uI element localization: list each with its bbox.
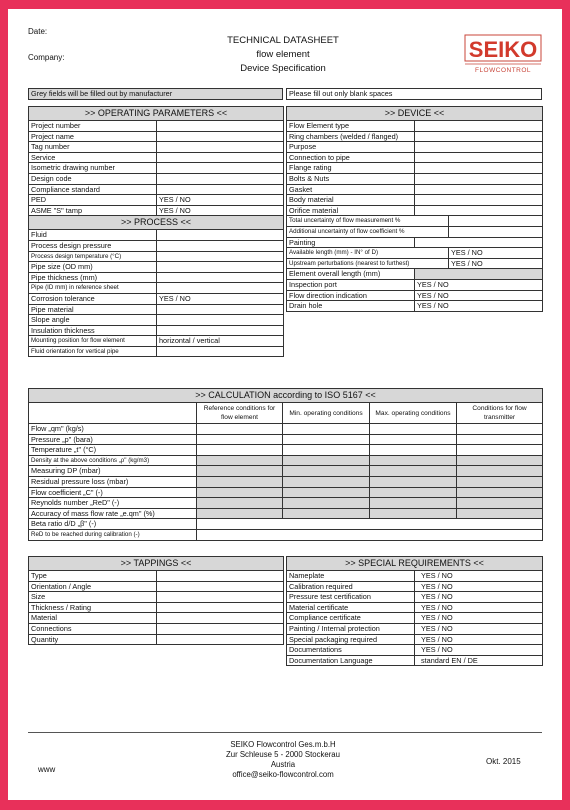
calculation-row: [29, 434, 543, 445]
field-label: Project number: [29, 121, 157, 132]
field-label: Density at the above conditions „ρ" (kg/m3): [29, 455, 197, 466]
calculation-value[interactable]: [370, 445, 457, 456]
field-value[interactable]: [157, 634, 284, 645]
process-row: [29, 293, 284, 304]
special-requirement-row: [287, 645, 543, 656]
device-row: [287, 152, 543, 163]
field-label: PED: [29, 195, 157, 206]
field-label: Nameplate: [287, 571, 415, 582]
note-grey-table: [28, 88, 283, 100]
field-label: Pressure „p" (bara): [29, 434, 197, 445]
calculation-column-header: Reference conditions for flow element: [197, 403, 283, 424]
footer-divider: [28, 732, 542, 733]
calculation-value[interactable]: [457, 466, 543, 477]
field-label: Orifice material: [287, 205, 415, 216]
company-label: Company:: [28, 53, 65, 62]
field-value[interactable]: [157, 283, 284, 294]
field-label: Measuring DP (mbar): [29, 466, 197, 477]
field-value[interactable]: YES / NO: [157, 205, 284, 216]
field-label: Compliance certificate: [287, 613, 415, 624]
footer-company: SEIKO Flowcontrol Ges.m.b.H: [230, 740, 336, 749]
process-row: [29, 304, 284, 315]
field-value[interactable]: [449, 226, 543, 237]
operating-row: [29, 205, 284, 216]
calculation-value[interactable]: [197, 434, 283, 445]
calculation-value[interactable]: [197, 519, 543, 530]
operating-row: [29, 195, 284, 206]
calculation-row: [29, 476, 543, 487]
title-line-3: Device Specification: [240, 63, 326, 74]
field-label: Residual pressure loss (mbar): [29, 476, 197, 487]
calculation-value[interactable]: [370, 424, 457, 435]
field-label: Corrosion tolerance: [29, 293, 157, 304]
field-label: Inspection port: [287, 279, 415, 290]
field-value[interactable]: [157, 581, 284, 592]
field-value[interactable]: [157, 592, 284, 603]
process-heading: >> PROCESS <<: [29, 216, 284, 230]
field-label: Flow direction indication: [287, 290, 415, 301]
field-label: Thickness / Rating: [29, 602, 157, 613]
field-label: Process design pressure: [29, 240, 157, 251]
calculation-value[interactable]: [197, 508, 283, 519]
special-requirement-row: [287, 592, 543, 603]
field-label: Insulation thickness: [29, 325, 157, 336]
field-value[interactable]: YES / NO: [415, 602, 543, 613]
field-label: Design code: [29, 173, 157, 184]
device-row: [287, 301, 543, 312]
field-label: Available length (mm) - IN° of D): [287, 248, 449, 259]
calculation-value[interactable]: [457, 434, 543, 445]
footer-country: Austria: [270, 760, 296, 769]
field-label: Tag number: [29, 142, 157, 153]
date-label: Date:: [28, 27, 48, 36]
device-row: [287, 195, 543, 206]
note-blank: Please fill out only blank spaces: [287, 89, 542, 100]
field-value[interactable]: [157, 142, 284, 153]
calculation-row: [29, 445, 543, 456]
field-label: Fluid orientation for vertical pipe: [29, 346, 157, 357]
field-label: Painting / Internal protection: [287, 623, 415, 634]
field-label: Drain hole: [287, 301, 415, 312]
field-value[interactable]: [415, 121, 543, 132]
tapping-row: [29, 613, 284, 624]
field-label: Pipe size (OD mm): [29, 262, 157, 273]
field-value[interactable]: [157, 131, 284, 142]
field-value[interactable]: YES / NO: [157, 195, 284, 206]
process-row: [29, 325, 284, 336]
field-value[interactable]: YES / NO: [415, 301, 543, 312]
field-value[interactable]: [157, 315, 284, 326]
note-blank-table: [286, 88, 542, 100]
footer-email: office@seiko-flowcontrol.com: [232, 770, 334, 779]
field-value[interactable]: YES / NO: [415, 571, 543, 582]
operating-parameters-table: [28, 106, 284, 357]
field-label: Element overall length (mm): [287, 269, 415, 280]
field-value[interactable]: YES / NO: [157, 293, 284, 304]
calculation-value[interactable]: [457, 508, 543, 519]
special-requirements-table: [286, 556, 543, 666]
device-row: [287, 184, 543, 195]
note-grey: Grey fields will be filled out by manufacturer: [29, 89, 283, 100]
calculation-value[interactable]: [197, 424, 283, 435]
calculation-column-header-row: [29, 403, 543, 424]
calculation-value[interactable]: [283, 434, 370, 445]
calculation-value[interactable]: [197, 487, 283, 498]
field-value[interactable]: [157, 602, 284, 613]
process-row: [29, 346, 284, 357]
seiko-logo: [464, 31, 544, 75]
device-heading: >> DEVICE <<: [287, 107, 543, 121]
field-value[interactable]: [415, 195, 543, 206]
tappings-table: [28, 556, 284, 645]
field-label: Connections: [29, 623, 157, 634]
field-value[interactable]: [157, 304, 284, 315]
calculation-column-header: Min. operating conditions: [283, 403, 370, 424]
field-value[interactable]: YES / NO: [415, 613, 543, 624]
field-value[interactable]: [157, 325, 284, 336]
calculation-value[interactable]: [197, 476, 283, 487]
field-label: Gasket: [287, 184, 415, 195]
field-value[interactable]: YES / NO: [415, 623, 543, 634]
process-row: [29, 336, 284, 347]
process-row: [29, 283, 284, 294]
calculation-value[interactable]: [197, 466, 283, 477]
field-label: Temperature „t" (°C): [29, 445, 197, 456]
calculation-value[interactable]: [283, 476, 370, 487]
field-value[interactable]: [157, 613, 284, 624]
calculation-row: [29, 487, 543, 498]
field-label: Additional uncertainty of flow coefficient %: [287, 226, 449, 237]
field-value[interactable]: [449, 216, 543, 227]
field-label: ASME "S" tamp: [29, 205, 157, 216]
field-value[interactable]: [415, 131, 543, 142]
field-value[interactable]: [415, 163, 543, 174]
operating-row: [29, 142, 284, 153]
field-label: Flange rating: [287, 163, 415, 174]
special-requirement-row: [287, 571, 543, 582]
process-row: [29, 240, 284, 251]
calculation-corner-cell: [29, 403, 197, 424]
field-value[interactable]: [157, 152, 284, 163]
field-value[interactable]: [415, 269, 543, 280]
logo-subtitle: FLOWCONTROL: [474, 67, 532, 74]
document-title: [183, 34, 383, 76]
field-value[interactable]: [157, 184, 284, 195]
field-value[interactable]: horizontal / vertical: [157, 336, 284, 347]
calculation-column-header: Max. operating conditions: [370, 403, 457, 424]
field-value[interactable]: YES / NO: [449, 248, 543, 259]
device-table: [286, 106, 543, 312]
calculation-row: [29, 519, 543, 530]
device-row: [287, 237, 543, 248]
calculation-value[interactable]: [197, 498, 283, 509]
field-value[interactable]: YES / NO: [415, 290, 543, 301]
field-label: Pressure test certification: [287, 592, 415, 603]
operating-row: [29, 152, 284, 163]
field-label: Size: [29, 592, 157, 603]
title-line-2: flow element: [256, 49, 310, 60]
field-label: Material: [29, 613, 157, 624]
field-value[interactable]: [157, 272, 284, 283]
footer-address: [183, 740, 383, 780]
field-label: Pipe material: [29, 304, 157, 315]
device-row: [287, 226, 543, 237]
process-heading-row: [29, 216, 284, 230]
device-row: [287, 269, 543, 280]
field-label: Bolts & Nuts: [287, 173, 415, 184]
calculation-row: [29, 498, 543, 509]
calculation-table: [28, 388, 543, 541]
tapping-row: [29, 623, 284, 634]
field-value[interactable]: [157, 346, 284, 357]
field-label: Flow „qm" (kg/s): [29, 424, 197, 435]
field-label: Quantity: [29, 634, 157, 645]
field-value[interactable]: YES / NO: [415, 592, 543, 603]
field-value[interactable]: [157, 121, 284, 132]
footer-street: Zur Schleuse 5 - 2000 Stockerau: [226, 750, 340, 759]
device-row: [287, 163, 543, 174]
process-row: [29, 272, 284, 283]
calculation-value[interactable]: [457, 455, 543, 466]
device-row: [287, 121, 543, 132]
field-value[interactable]: [157, 262, 284, 273]
field-value[interactable]: [157, 623, 284, 634]
device-row: [287, 205, 543, 216]
operating-row: [29, 173, 284, 184]
calculation-row: [29, 466, 543, 477]
field-value[interactable]: [415, 152, 543, 163]
device-row: [287, 290, 543, 301]
calculation-value[interactable]: [370, 466, 457, 477]
special-requirement-row: [287, 623, 543, 634]
calculation-value[interactable]: [457, 424, 543, 435]
special-requirement-row: [287, 581, 543, 592]
operating-row: [29, 121, 284, 132]
field-value[interactable]: YES / NO: [415, 634, 543, 645]
special-requirement-row: [287, 602, 543, 613]
field-label: Fluid: [29, 230, 157, 241]
device-row: [287, 173, 543, 184]
field-label: Special packaging required: [287, 634, 415, 645]
calculation-value[interactable]: [457, 498, 543, 509]
field-label: Material certificate: [287, 602, 415, 613]
device-row: [287, 248, 543, 259]
tapping-row: [29, 571, 284, 582]
title-line-1: TECHNICAL DATASHEET: [227, 35, 339, 46]
calculation-column-header: Conditions for flow transmitter: [457, 403, 543, 424]
footer-www: www: [38, 765, 56, 774]
process-row: [29, 230, 284, 241]
field-label: Slope angle: [29, 315, 157, 326]
device-row: [287, 216, 543, 227]
process-row: [29, 251, 284, 262]
calculation-value[interactable]: [197, 455, 283, 466]
field-value[interactable]: [157, 571, 284, 582]
datasheet-page: [8, 9, 562, 800]
field-label: Pipe (ID mm) in reference sheet: [29, 283, 157, 294]
field-value[interactable]: [157, 163, 284, 174]
field-label: Flow Element type: [287, 121, 415, 132]
field-label: Mounting position for flow element: [29, 336, 157, 347]
special-requirement-row: [287, 634, 543, 645]
field-label: Service: [29, 152, 157, 163]
tapping-row: [29, 592, 284, 603]
tapping-row: [29, 581, 284, 592]
calculation-row: [29, 424, 543, 435]
field-label: Process design temperature (°C): [29, 251, 157, 262]
field-label: ReD to be reached during calibration (-): [29, 529, 197, 540]
calculation-row: [29, 508, 543, 519]
field-value[interactable]: [157, 230, 284, 241]
field-value[interactable]: [157, 251, 284, 262]
device-row: [287, 131, 543, 142]
process-row: [29, 315, 284, 326]
calculation-value[interactable]: [370, 498, 457, 509]
field-value[interactable]: [415, 184, 543, 195]
calculation-value[interactable]: [283, 498, 370, 509]
operating-parameters-heading: >> OPERATING PARAMETERS <<: [29, 107, 284, 121]
calculation-value[interactable]: [457, 476, 543, 487]
field-value[interactable]: YES / NO: [415, 581, 543, 592]
calculation-value[interactable]: [370, 508, 457, 519]
tapping-row: [29, 602, 284, 613]
field-label: Connection to pipe: [287, 152, 415, 163]
field-label: Body material: [287, 195, 415, 206]
device-row: [287, 258, 543, 269]
field-label: Compliance standard: [29, 184, 157, 195]
calculation-value[interactable]: [283, 487, 370, 498]
calculation-value[interactable]: [457, 487, 543, 498]
process-row: [29, 262, 284, 273]
field-label: Documentations: [287, 645, 415, 656]
calculation-value[interactable]: [370, 476, 457, 487]
calculation-value[interactable]: [370, 487, 457, 498]
calculation-value[interactable]: [197, 445, 283, 456]
special-requirements-heading: >> SPECIAL REQUIREMENTS <<: [287, 557, 543, 571]
operating-row: [29, 184, 284, 195]
calculation-heading: >> CALCULATION according to ISO 5167 <<: [29, 389, 543, 403]
field-label: Orientation / Angle: [29, 581, 157, 592]
tapping-row: [29, 634, 284, 645]
field-value[interactable]: [415, 173, 543, 184]
field-value[interactable]: [415, 205, 543, 216]
field-label: Calibration required: [287, 581, 415, 592]
logo-wordmark: SEIKO: [468, 37, 538, 62]
calculation-value[interactable]: [370, 434, 457, 445]
field-label: Purpose: [287, 142, 415, 153]
field-value[interactable]: [415, 237, 543, 248]
field-value[interactable]: [157, 173, 284, 184]
field-label: Painting: [287, 237, 415, 248]
field-value[interactable]: YES / NO: [449, 258, 543, 269]
operating-row: [29, 163, 284, 174]
field-label: Documentation Language: [287, 655, 415, 666]
calculation-value[interactable]: [283, 508, 370, 519]
operating-row: [29, 131, 284, 142]
field-label: Flow coefficient „C" (-): [29, 487, 197, 498]
calculation-value[interactable]: [197, 529, 543, 540]
calculation-value[interactable]: [283, 455, 370, 466]
calculation-row: [29, 455, 543, 466]
field-value[interactable]: YES / NO: [415, 645, 543, 656]
device-row: [287, 279, 543, 290]
calculation-value[interactable]: [457, 445, 543, 456]
field-value[interactable]: [415, 142, 543, 153]
field-label: Reynolds number „ReD" (-): [29, 498, 197, 509]
field-label: Total uncertainty of flow measurement %: [287, 216, 449, 227]
special-requirement-row: [287, 613, 543, 624]
field-label: Beta ratio d/D „β" (-): [29, 519, 197, 530]
field-label: Upstream perturbations (nearest to furthest): [287, 258, 449, 269]
special-requirement-row: [287, 655, 543, 666]
field-label: Type: [29, 571, 157, 582]
calculation-value[interactable]: [370, 455, 457, 466]
field-value[interactable]: YES / NO: [415, 279, 543, 290]
field-value[interactable]: standard EN / DE: [415, 655, 543, 666]
field-value[interactable]: [157, 240, 284, 251]
calculation-value[interactable]: [283, 466, 370, 477]
field-label: Accuracy of mass flow rate „e.qm" (%): [29, 508, 197, 519]
device-row: [287, 142, 543, 153]
field-label: Pipe thickness (mm): [29, 272, 157, 283]
field-label: Project name: [29, 131, 157, 142]
calculation-value[interactable]: [283, 424, 370, 435]
tappings-heading: >> TAPPINGS <<: [29, 557, 284, 571]
calculation-value[interactable]: [283, 445, 370, 456]
field-label: Ring chambers (welded / flanged): [287, 131, 415, 142]
field-label: Isometric drawing number: [29, 163, 157, 174]
footer-date: Okt. 2015: [486, 757, 521, 766]
calculation-row: [29, 529, 543, 540]
